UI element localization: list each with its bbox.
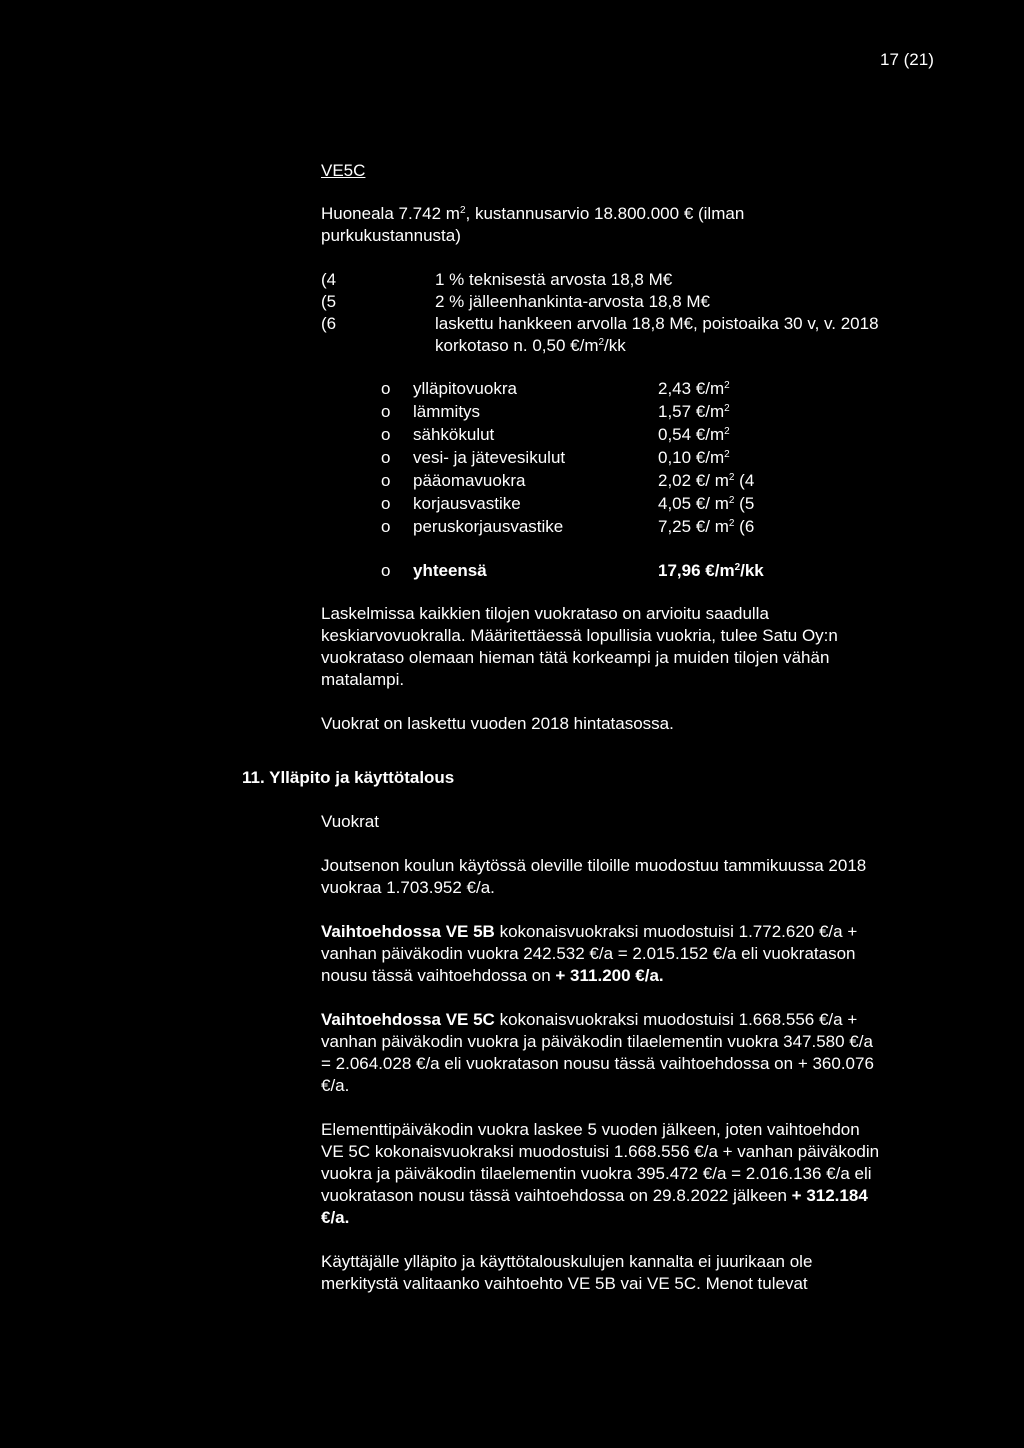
ve5c-line: €/a. (321, 1076, 350, 1095)
cost-value (658, 424, 730, 446)
year-paragraph: Vuokrat on laskettu vuoden 2018 hintatasossa. (321, 714, 674, 733)
ve5b-text: kokonaisvuokraksi muodostuisi 1.772.620 €/a + (494, 922, 858, 941)
value-text: 4,05 €/ m (658, 494, 729, 513)
ve5b-amount: + 311.200 €/a. (555, 966, 664, 985)
bullet-icon: o (381, 402, 391, 421)
value-suffix: /kk (740, 561, 764, 580)
cost-label: lämmitys (413, 402, 481, 421)
area-cost: , kustannusarvio 18.800.000 € (ilman (465, 204, 745, 223)
note-marker: (5 (321, 292, 337, 311)
cost-value (658, 378, 730, 400)
element-line: €/a. (321, 1208, 350, 1227)
page-number: 17 (21) (880, 50, 934, 69)
bullet-icon: o (381, 494, 391, 513)
element-line: VE 5C kokonaisvuokraksi muodostuisi 1.668.556 €/a + vanhan päiväkodin (321, 1142, 880, 1161)
bullet-icon: o (381, 425, 391, 444)
sub-heading: Vuokrat (321, 812, 379, 831)
bullet-icon: o (381, 379, 391, 398)
ve5c-label: Vaihtoehdossa VE 5C (321, 1010, 495, 1029)
element-amount: + 312.184 (791, 1186, 868, 1205)
value-text: 2,43 €/m (658, 379, 725, 398)
element-line: vuokra ja päiväkodin tilaelementin vuokra 395.472 €/a = 2.016.136 €/a eli (321, 1164, 872, 1183)
cost-value (658, 447, 730, 469)
note-text: laskettu hankkeen arvolla 18,8 M€, poistoaika 30 v, v. 2018 (435, 314, 879, 333)
user-line: Käyttäjälle ylläpito ja käyttötalouskulujen kannalta ei juurikaan ole (321, 1252, 813, 1271)
value-sup: 2 (724, 403, 730, 414)
section-11-heading: 11. Ylläpito ja käyttötalous (242, 768, 455, 787)
value-sup: 2 (728, 472, 735, 483)
calc-paragraph-line: matalampi. (321, 670, 405, 689)
ve5b-line (321, 921, 857, 943)
cost-label: sähkökulut (413, 425, 495, 444)
ve5b-line: vanhan päiväkodin vuokra 242.532 €/a = 2.015.152 €/a eli vuokratason (321, 944, 856, 963)
cost-label: peruskorjausvastike (413, 517, 564, 536)
calc-paragraph-line: vuokrataso olemaan hieman tätä korkeampi ja muiden tilojen vähän (321, 648, 830, 667)
cost-label: ylläpitovuokra (413, 379, 517, 398)
cost-value (658, 516, 754, 538)
area-line-2: purkukustannusta) (321, 226, 461, 245)
bullet-icon: o (381, 471, 391, 490)
value-text: 17,96 €/m (658, 561, 735, 580)
note-text: 1 % teknisestä arvosta 18,8 M€ (435, 270, 673, 289)
value-sup: 2 (734, 562, 741, 573)
value-sup: 2 (724, 449, 730, 460)
value-text: 0,10 €/m (658, 448, 725, 467)
element-text: vuokratason nousu tässä vaihtoehdossa on 29.8.2022 jälkeen (321, 1186, 792, 1205)
cost-label: korjausvastike (413, 494, 521, 513)
bullet-icon: o (381, 448, 391, 467)
value-sup: 2 (728, 518, 735, 529)
value-text: 7,25 €/ m (658, 517, 729, 536)
ve5b-label: Vaihtoehdossa VE 5B (321, 922, 495, 941)
value-suffix: (4 (734, 471, 755, 490)
note-text-part: korkotaso n. 0,50 €/m (435, 336, 599, 355)
note-text-continued (435, 335, 626, 357)
calc-paragraph-line: Laskelmissa kaikkien tilojen vuokrataso on arvioitu saadulla (321, 604, 769, 623)
user-line: merkitystä valitaanko vaihtoehto VE 5B vai VE 5C. Menot tulevat (321, 1274, 808, 1293)
value-sup: 2 (724, 380, 730, 391)
total-label: yhteensä (413, 561, 487, 580)
area-line-1 (321, 203, 744, 225)
note-text: 2 % jälleenhankinta-arvosta 18,8 M€ (435, 292, 710, 311)
note-sup: 2 (598, 337, 605, 348)
ve5c-text: kokonaisvuokraksi muodostuisi 1.668.556 €/a + (494, 1010, 858, 1029)
value-suffix: (6 (734, 517, 755, 536)
area-text: Huoneala 7.742 m (321, 204, 460, 223)
note-text-part: /kk (604, 336, 626, 355)
bullet-icon: o (381, 517, 391, 536)
value-sup: 2 (728, 495, 735, 506)
ve5c-line: vanhan päiväkodin vuokra ja päiväkodin tilaelementin vuokra 347.580 €/a (321, 1032, 873, 1051)
cost-label: vesi- ja jätevesikulut (413, 448, 566, 467)
element-line (321, 1185, 868, 1207)
ve5b-text: nousu tässä vaihtoehdossa on (321, 966, 556, 985)
cost-value (658, 493, 754, 515)
section-heading: VE5C (321, 161, 366, 180)
value-text: 1,57 €/m (658, 402, 725, 421)
current-rent-line: vuokraa 1.703.952 €/a. (321, 878, 495, 897)
calc-paragraph-line: keskiarvovuokralla. Määritettäessä lopullisia vuokria, tulee Satu Oy:n (321, 626, 838, 645)
total-value (658, 560, 764, 582)
value-text: 0,54 €/m (658, 425, 725, 444)
element-line: Elementtipäiväkodin vuokra laskee 5 vuoden jälkeen, joten vaihtoehdon (321, 1120, 860, 1139)
ve5c-line: = 2.064.028 €/a eli vuokratason nousu tässä vaihtoehdossa on + 360.076 (321, 1054, 874, 1073)
value-sup: 2 (724, 426, 730, 437)
ve5c-line (321, 1009, 857, 1031)
cost-value (658, 401, 730, 423)
note-marker: (4 (321, 270, 337, 289)
ve5b-line (321, 965, 664, 987)
current-rent-line: Joutsenon koulun käytössä oleville tiloille muodostuu tammikuussa 2018 (321, 856, 867, 875)
bullet-icon: o (381, 561, 391, 580)
value-text: 2,02 €/ m (658, 471, 729, 490)
cost-value (658, 470, 754, 492)
value-suffix: (5 (734, 494, 755, 513)
cost-label: pääomavuokra (413, 471, 526, 490)
area-sup: 2 (459, 205, 466, 216)
note-marker: (6 (321, 314, 337, 333)
